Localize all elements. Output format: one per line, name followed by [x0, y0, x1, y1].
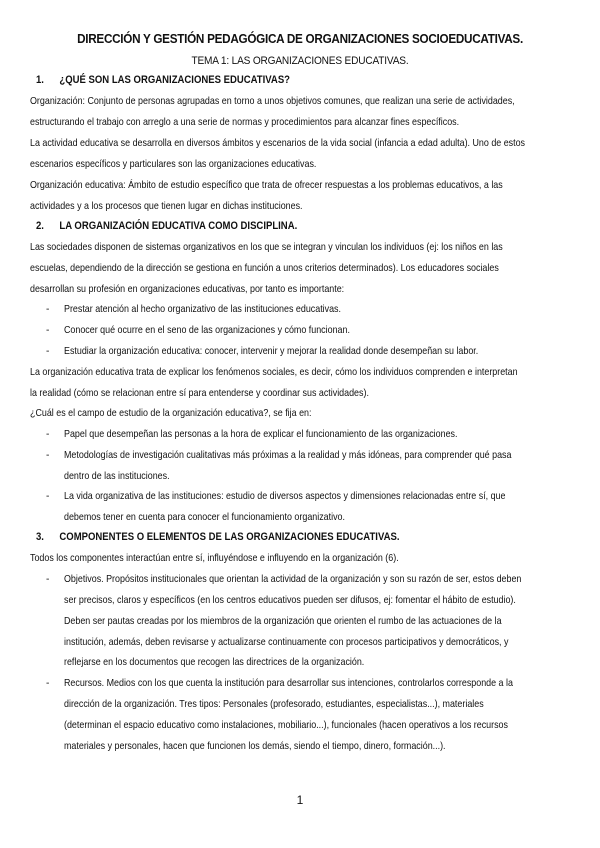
- paragraph-line: escuelas, dependiendo de la dirección se gestiona en función a unos criterios determinados). Los educadores sociales: [30, 263, 499, 274]
- paragraph-line: la realidad (cómo se relacionan entre sí para entenderse y coordinar sus actividades).: [30, 388, 369, 399]
- list-item-continuation: debemos tener en cuenta para conocer el funcionamiento organizativo.: [64, 512, 345, 523]
- section-2-heading: [36, 220, 297, 232]
- section-number: 2.: [36, 220, 44, 232]
- list-item-continuation: Deben ser pautas creadas por los miembros de la organización que orienten el rumbo de las actuaciones de la: [64, 616, 502, 627]
- list-item: Objetivos. Propósitos institucionales que orientan la actividad de la organización y son su razón de ser, estos deben: [64, 574, 522, 585]
- list-item-continuation: institución, además, deben revisarse y actualizarse continuamente con procesos participativos y democráticos, y: [64, 637, 509, 648]
- list-item: Conocer qué ocurre en el seno de las organizaciones y cómo funcionan.: [64, 325, 350, 336]
- section-title: LA ORGANIZACIÓN EDUCATIVA COMO DISCIPLINA.: [59, 220, 298, 232]
- list-item-continuation: materiales y personales, hacen que funcionen los demás, siendo el tiempo, dinero, formación...).: [64, 741, 446, 752]
- list-item-continuation: dentro de las instituciones.: [64, 471, 170, 482]
- list-item: Estudiar la organización educativa: conocer, intervenir y mejorar la realidad donde desempeñan su labor.: [64, 346, 479, 357]
- bullet-dash: -: [46, 678, 50, 689]
- list-item: Papel que desempeñan las personas a la hora de explicar el funcionamiento de las organizaciones.: [64, 429, 458, 440]
- list-item: Prestar atención al hecho organizativo de las instituciones educativas.: [64, 304, 342, 315]
- list-item-continuation: reflejarse en los documentos que recogen las directrices de la organización.: [64, 657, 365, 668]
- bullet-dash: -: [46, 491, 50, 502]
- document-subtitle: TEMA 1: LAS ORGANIZACIONES EDUCATIVAS.: [191, 55, 409, 67]
- section-title: COMPONENTES O ELEMENTOS DE LAS ORGANIZACIONES EDUCATIVAS.: [59, 531, 400, 543]
- list-item: Recursos. Medios con los que cuenta la institución para desarrollar sus intenciones, controlarlos corresponde a la: [64, 678, 513, 689]
- paragraph-line: Organización: Conjunto de personas agrupadas en torno a unos objetivos comunes, que realizan una serie de actividades,: [30, 96, 515, 107]
- paragraph-line: Las sociedades disponen de sistemas organizativos en los que se integran y vinculan los individuos (ej: los niños en las: [30, 242, 503, 253]
- bullet-dash: -: [46, 304, 50, 315]
- paragraph-line: Todos los componentes interactúan entre sí, influyéndose e influyendo en la organización (6).: [30, 553, 399, 564]
- section-title: ¿QUÉ SON LAS ORGANIZACIONES EDUCATIVAS?: [59, 74, 291, 86]
- section-number: 1.: [36, 74, 44, 86]
- paragraph-line: escenarios específicos y particulares son las organizaciones educativas.: [30, 159, 317, 170]
- paragraph-line: La organización educativa trata de explicar los fenómenos sociales, es decir, cómo los individuos comprenden e interpretan: [30, 367, 518, 378]
- list-item: La vida organizativa de las instituciones: estudio de diversos aspectos y dimensiones relacionadas entre sí, que: [64, 491, 506, 502]
- bullet-dash: -: [46, 346, 50, 357]
- bullet-dash: -: [46, 450, 50, 461]
- list-item-continuation: (determinan el espacio educativo como instalaciones, mobiliario...), funcionales (hacen operativos a los recursos: [64, 720, 508, 731]
- list-item: Metodologías de investigación cualitativas más próximas a la realidad y más idóneas, para comprender qué pasa: [64, 450, 512, 461]
- bullet-dash: -: [46, 574, 50, 585]
- paragraph-line: ¿Cuál es el campo de estudio de la organización educativa?, se fija en:: [30, 408, 312, 419]
- list-item-continuation: dirección de la organización. Tres tipos: Personales (profesorado, estudiantes, especialistas...), materiales: [64, 699, 484, 710]
- bullet-dash: -: [46, 325, 50, 336]
- paragraph-line: estructurando el trabajo con arreglo a una serie de normas y procedimientos para alcanzar fines específicos.: [30, 117, 460, 128]
- bullet-dash: -: [46, 429, 50, 440]
- paragraph-line: La actividad educativa se desarrolla en diversos ámbitos y escenarios de la vida social (infancia a edad adulta). Uno de estos: [30, 138, 526, 149]
- paragraph-line: desarrollan su profesión en organizaciones educativas, por tanto es importante:: [30, 284, 345, 295]
- document-title: DIRECCIÓN Y GESTIÓN PEDAGÓGICA DE ORGANIZACIONES SOCIOEDUCATIVAS.: [77, 32, 523, 46]
- section-number: 3.: [36, 531, 44, 543]
- list-item-continuation: ser precisos, claros y específicos (en los centros educativos pueden ser difusos, ej: fomentar el hábito de estudio).: [64, 595, 516, 606]
- section-1-heading: [36, 74, 290, 86]
- section-3-heading: [36, 531, 399, 543]
- paragraph-line: Organización educativa: Ámbito de estudio específico que trata de ofrecer respuestas a los problemas educativos, a las: [30, 180, 503, 191]
- page-number: 1: [296, 793, 304, 807]
- paragraph-line: actividades y a los procesos que tienen lugar en dichas instituciones.: [30, 201, 303, 212]
